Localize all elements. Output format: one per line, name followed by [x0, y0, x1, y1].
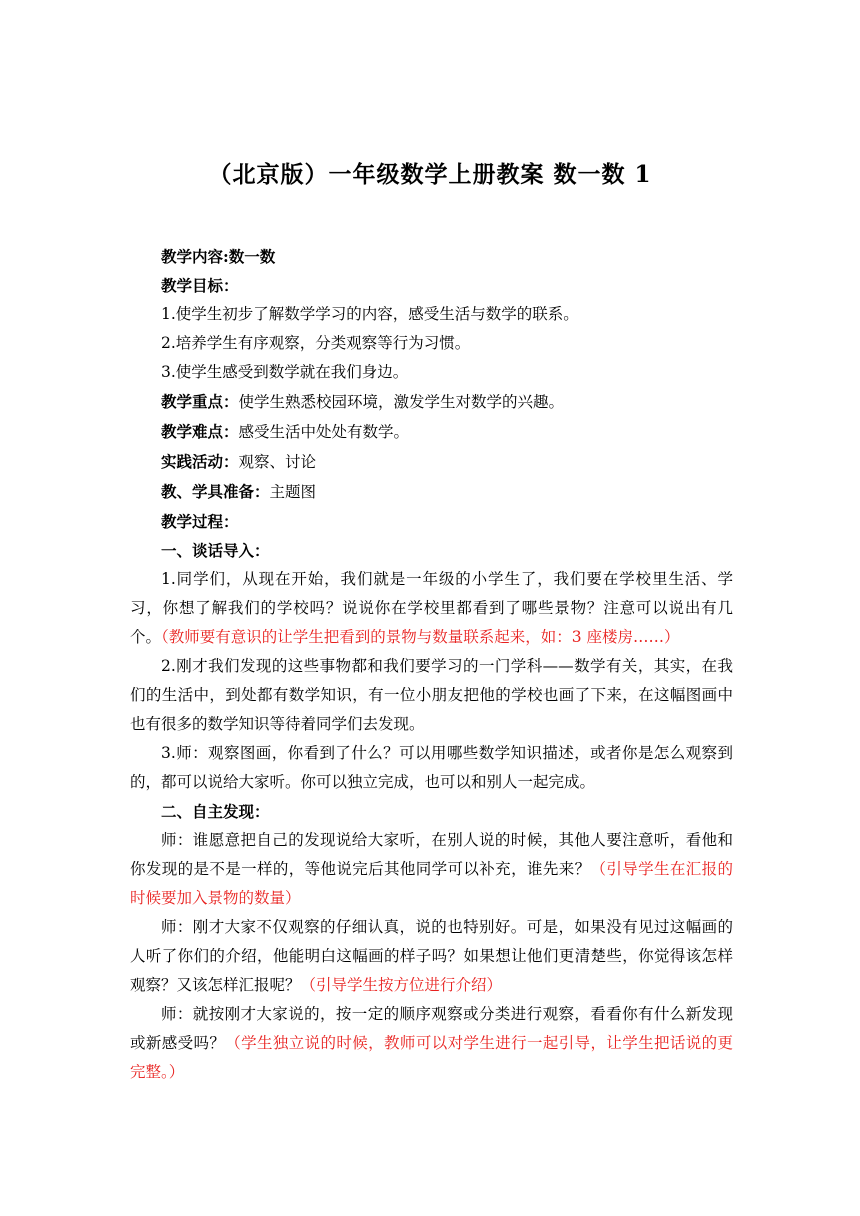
teaching-goals-heading: 教学目标： [161, 276, 239, 295]
difficulty-label: 教学难点： [161, 422, 239, 441]
activity-label: 实践活动： [161, 452, 239, 471]
section-heading: 一、谈话导入： [161, 541, 270, 560]
paragraph-text: 2.刚才我们发现的这些事物都和我们要学习的一门学科——数学有关，其实，在我们的生活中，到处都有数学知识，有一位小朋友把他的学校也画了下来，在这幅图画中也有很多的数学知识等待着同学们去发现。 [130, 657, 733, 733]
teaching-materials [130, 477, 733, 507]
goal-item: 2.培养学生有序观察，分类观察等行为习惯。 [161, 334, 471, 352]
teaching-process-heading: 教学过程： [161, 512, 239, 531]
paragraph [130, 913, 733, 1000]
materials-text: 主题图 [269, 483, 317, 501]
materials-label: 教、学具准备： [161, 482, 270, 501]
activity-text: 观察、讨论 [238, 453, 317, 471]
paragraph-text: 师：谁愿意把自己的发现说给大家听，在别人说的时候，其他人要注意听，看他和你发现的是不是一样的，等他说完后其他同学可以补充，谁先来？ [130, 831, 733, 878]
teacher-note: （学生独立说的时候，教师可以对学生进行一起引导，让学生把话说的更完整。） [130, 1034, 733, 1081]
section-heading: 二、自主发现： [161, 802, 270, 821]
teacher-note: （引导学生按方位进行介绍） [300, 976, 503, 994]
focus-label: 教学重点： [161, 392, 239, 411]
lesson-plan-body [130, 242, 733, 1087]
teaching-focus [130, 387, 733, 417]
document-title: （北京版）一年级数学上册教案 数一数 1 [208, 161, 652, 188]
paragraph [130, 1000, 733, 1087]
paragraph-text: 3.师：观察图画，你看到了什么？可以用哪些数学知识描述，或者你是怎么观察到的，都可以说给大家听。你可以独立完成，也可以和别人一起完成。 [130, 744, 733, 791]
teaching-content: 教学内容:数一数 [161, 247, 276, 266]
paragraph [130, 739, 733, 797]
paragraph-text: 1.同学们，从现在开始，我们就是一年级的小学生了，我们要在学校里生活、学习，你想了解我们的学校吗？说说你在学校里都看到了哪些景物？注意可以说出有几个。 [130, 570, 733, 646]
teacher-note: （引导学生在汇报的时候要加入景物的数量） [130, 860, 733, 907]
goal-item: 1.使学生初步了解数学学习的内容，感受生活与数学的联系。 [161, 305, 579, 323]
paragraph-text: 师：就按刚才大家说的，按一定的顺序观察或分类进行观察，看看你有什么新发现或新感受吗？ [130, 1005, 733, 1052]
teaching-difficulty [130, 417, 733, 447]
teacher-note: （教师要有意识的让学生把看到的景物与数量联系起来，如：3 座楼房……） [161, 628, 680, 646]
paragraph [130, 826, 733, 913]
focus-text: 使学生熟悉校园环境，激发学生对数学的兴趣。 [238, 393, 565, 411]
paragraph-text: 师：刚才大家不仅观察的仔细认真，说的也特别好。可是，如果没有见过这幅画的人听了你们的介绍，他能明白这幅画的样子吗？如果想让他们更清楚些，你觉得该怎样观察？又该怎样汇报呢？ [130, 918, 733, 994]
practice-activity [130, 447, 733, 477]
paragraph [130, 652, 733, 739]
goal-item: 3.使学生感受到数学就在我们身边。 [161, 363, 409, 381]
difficulty-text: 感受生活中处处有数学。 [238, 423, 410, 441]
paragraph [130, 565, 733, 652]
